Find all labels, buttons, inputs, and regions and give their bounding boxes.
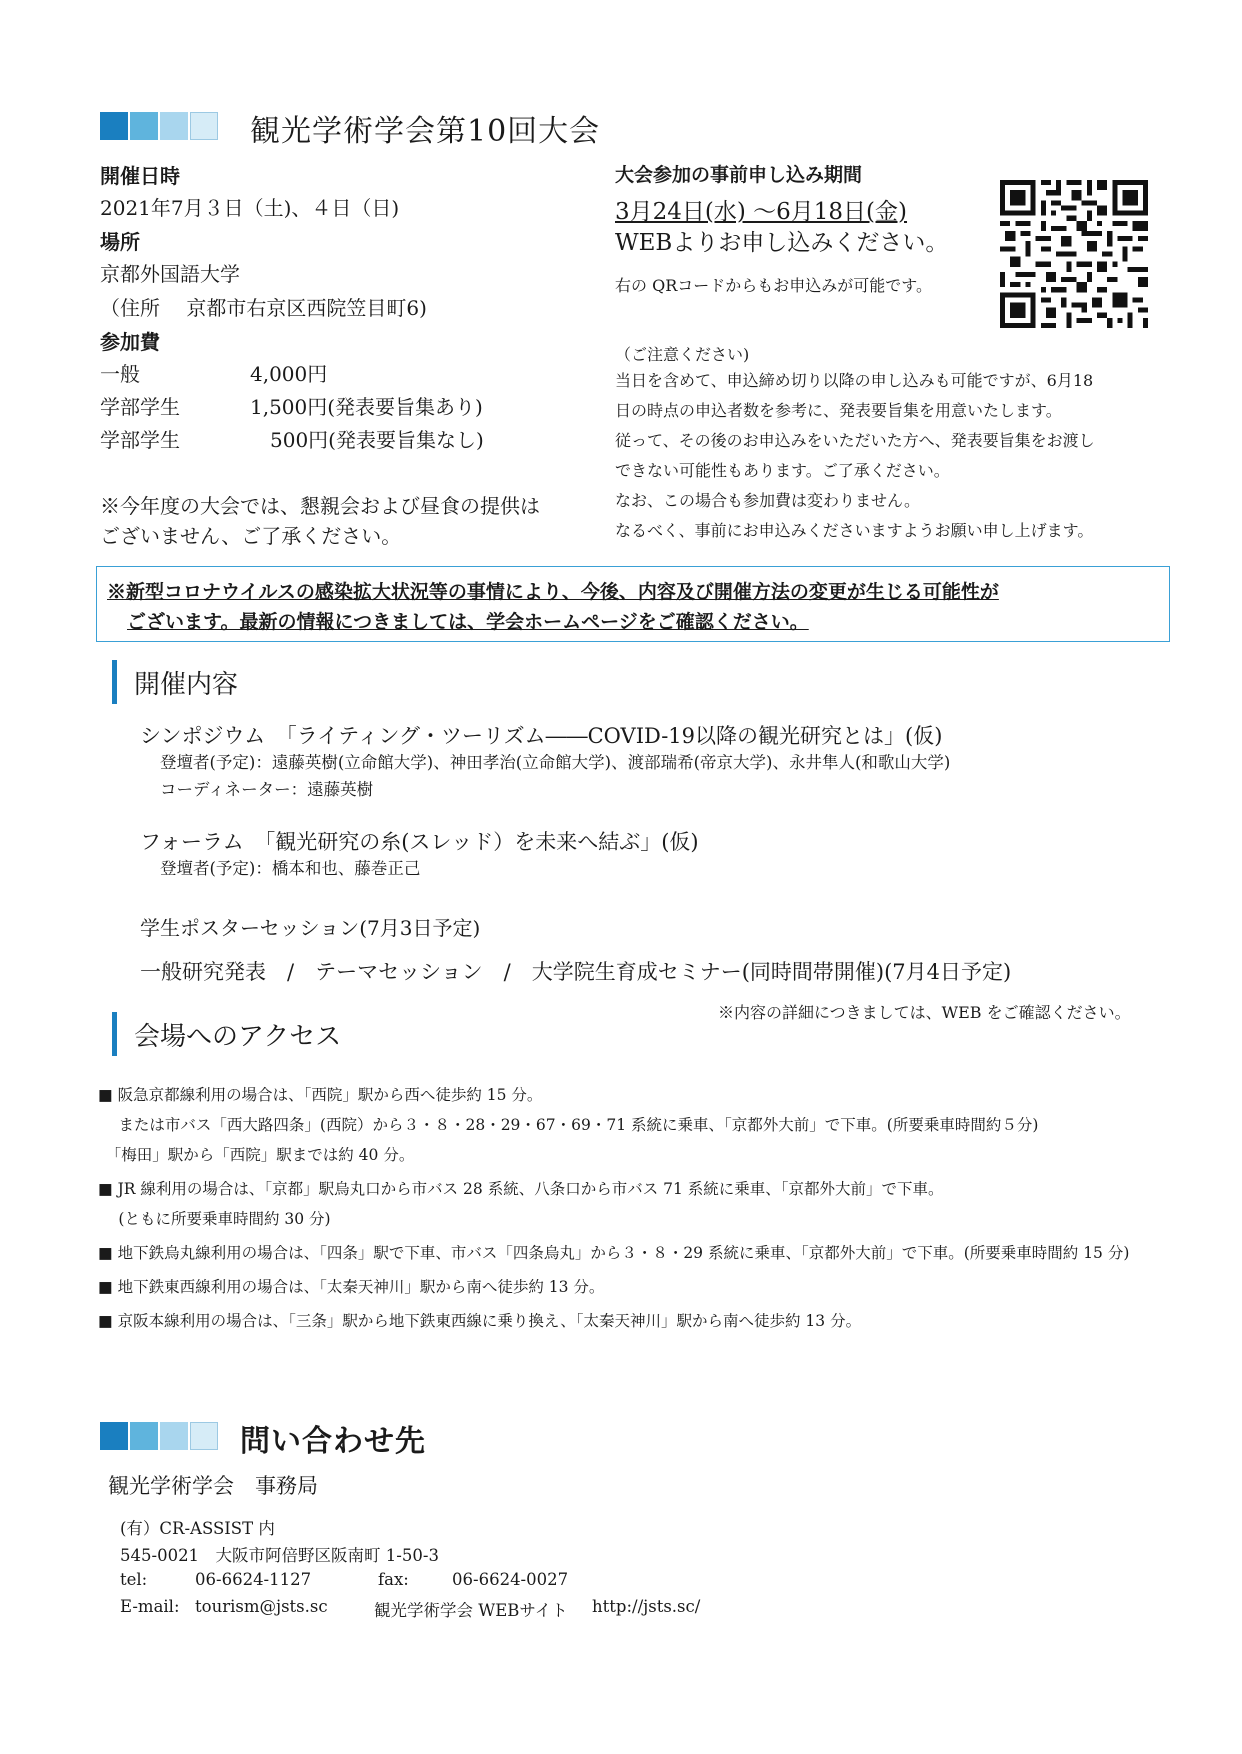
general-sessions: 一般研究発表 / テーマセッション / 大学院生育成セミナー(同時間帯開催)(7月4日予定) xyxy=(140,960,1012,984)
color-block-1 xyxy=(100,112,128,140)
contact-company: (有）CR-ASSIST 内 xyxy=(120,1519,275,1538)
meal-note-1: ※今年度の大会では、懇親会および昼食の提供は xyxy=(100,494,540,518)
place-name: 京都外国語大学 xyxy=(100,262,240,286)
access-line-4: ■ JR 線利用の場合は、「京都」駅烏丸口から市バス 28 系統、八条口から市バス 71 系統に乗車、「京都外大前」で下車。 xyxy=(98,1180,944,1198)
email-link[interactable]: tourism@jsts.sc xyxy=(195,1597,328,1616)
fax-value: 06-6624-0027 xyxy=(452,1570,569,1589)
qr-code[interactable] xyxy=(1000,180,1148,328)
contact-color-blocks xyxy=(100,1422,220,1450)
place-label: 場所 xyxy=(100,230,140,254)
page-title: 観光学術学会第10回大会 xyxy=(250,114,601,149)
meal-note-2: ございません、ご了承ください。 xyxy=(100,524,402,548)
fee-type-1: 一般 xyxy=(100,362,140,386)
fee-type-2: 学部学生 xyxy=(100,395,180,419)
color-block-3 xyxy=(160,112,188,140)
registration-period: 3月24日(水) ～6月18日(金) xyxy=(615,199,908,225)
date-label: 開催日時 xyxy=(100,164,180,188)
contact-block-3 xyxy=(160,1422,188,1450)
qr-note: 右の QRコードからもお申込みが可能です。 xyxy=(615,276,932,295)
contact-address: 545-0021 大阪市阿倍野区阪南町 1-50-3 xyxy=(120,1546,439,1565)
forum-title: フォーラム 「観光研究の糸(スレッド）を未来へ結ぶ」(仮) xyxy=(140,830,699,854)
caution-title: （ご注意ください) xyxy=(615,345,750,364)
access-line-8: ■ 京阪本線利用の場合は、「三条」駅から地下鉄東西線に乗り換え、「太秦天神川」駅から南へ徒歩約 13 分。 xyxy=(98,1312,862,1330)
access-list xyxy=(98,1080,1129,1336)
access-line-7: ■ 地下鉄東西線利用の場合は、「太秦天神川」駅から南へ徒歩約 13 分。 xyxy=(98,1278,605,1296)
symposium-coordinator: コーディネーター：遠藤英樹 xyxy=(160,780,374,799)
covid-notice-line-2: ございます。最新の情報につきましては、学会ホームページをご確認ください。 xyxy=(127,611,809,633)
fee-amount-2: 1,500円(発表要旨集あり) xyxy=(250,395,483,419)
access-line-2: または市バス「西大路四条」(西院）から３・８・28・29・67・69・71 系統に乗車、「京都外大前」で下車。(所要乗車時間約５分) xyxy=(98,1116,1039,1134)
contact-org: 観光学術学会 事務局 xyxy=(108,1474,318,1498)
caution-line-3: 従って、その後のお申込みをいただいた方へ、発表要旨集をお渡し xyxy=(615,431,1095,450)
place-address: （住所 京都市右京区西院笠目町6) xyxy=(100,296,427,320)
poster-session: 学生ポスターセッション(7月3日予定) xyxy=(140,916,481,940)
fee-type-3: 学部学生 xyxy=(100,428,180,452)
contact-title: 問い合わせ先 xyxy=(240,1424,426,1459)
access-line-3: 「梅田」駅から「西院」駅までは約 40 分。 xyxy=(98,1146,415,1164)
fee-amount-1: 4,000円 xyxy=(250,362,328,386)
access-heading-bar xyxy=(112,1012,117,1056)
access-heading: 会場へのアクセス xyxy=(134,1022,342,1052)
web-link[interactable]: http://jsts.sc/ xyxy=(592,1597,701,1616)
date-value: 2021年7月３日（土)、４日（日) xyxy=(100,196,400,220)
fax-label: fax: xyxy=(378,1570,409,1589)
caution-line-1: 当日を含めて、申込締め切り以降の申し込みも可能ですが、6月18 xyxy=(615,371,1094,390)
caution-line-6: なるべく、事前にお申込みくださいますようお願い申し上げます。 xyxy=(615,521,1094,540)
covid-notice-box xyxy=(96,566,1170,642)
contact-block-1 xyxy=(100,1422,128,1450)
title-color-blocks xyxy=(100,112,220,140)
caution-line-2: 日の時点の申込者数を参考に、発表要旨集を用意いたします。 xyxy=(615,401,1062,420)
program-detail-note: ※内容の詳細につきましては、WEB をご確認ください。 xyxy=(718,1003,1131,1022)
fee-amount-3: 500円(発表要旨集なし) xyxy=(270,428,484,452)
caution-line-5: なお、この場合も参加費は変わりません。 xyxy=(615,491,920,510)
tel-label: tel: xyxy=(120,1570,148,1589)
tel-value: 06-6624-1127 xyxy=(195,1570,312,1589)
symposium-speakers: 登壇者(予定)：遠藤英樹(立命館大学)、神田孝治(立命館大学)、渡部瑞希(帝京大学)、永井隼人(和歌山大学) xyxy=(160,753,951,772)
symposium-title: シンポジウム 「ライティング・ツーリズム――COVID-19以降の観光研究とは」(仮) xyxy=(140,724,943,748)
covid-notice-line-1: ※新型コロナウイルスの感染拡大状況等の事情により、今後、内容及び開催方法の変更が生じる可能性が xyxy=(107,581,999,603)
forum-speakers: 登壇者(予定)：橋本和也、藤巻正己 xyxy=(160,859,421,878)
contact-block-2 xyxy=(130,1422,158,1450)
program-heading-bar xyxy=(112,660,117,704)
registration-web: WEBよりお申し込みください。 xyxy=(615,230,949,256)
access-line-5: (ともに所要乗車時間約 30 分) xyxy=(98,1210,331,1228)
access-line-6: ■ 地下鉄烏丸線利用の場合は、「四条」駅で下車、市バス「四条烏丸」から３・８・29 系統に乗車、「京都外大前」で下車。(所要乗車時間約 15 分) xyxy=(98,1244,1130,1262)
access-line-1: ■ 阪急京都線利用の場合は、「西院」駅から西へ徒歩約 15 分。 xyxy=(98,1086,543,1104)
fee-label: 参加費 xyxy=(100,330,160,354)
program-heading: 開催内容 xyxy=(134,670,239,700)
contact-block-4 xyxy=(190,1422,218,1450)
web-label: 観光学術学会 WEBサイト xyxy=(374,1601,568,1620)
caution-line-4: できない可能性もあります。ご了承ください。 xyxy=(615,461,950,480)
color-block-4 xyxy=(190,112,218,140)
registration-label: 大会参加の事前申し込み期間 xyxy=(615,164,863,186)
color-block-2 xyxy=(130,112,158,140)
email-label: E-mail: xyxy=(120,1597,180,1616)
